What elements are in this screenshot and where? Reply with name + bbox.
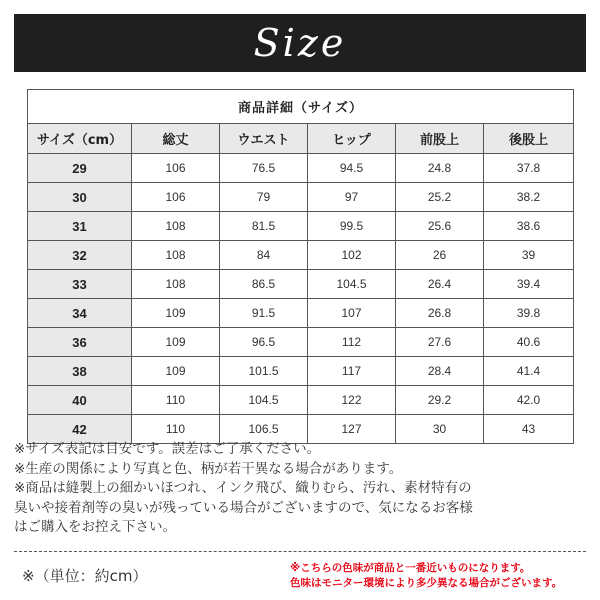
value-cell: 106 (132, 154, 220, 183)
table-row (28, 386, 574, 415)
size-cell: 38 (28, 357, 132, 386)
size-cell: 32 (28, 241, 132, 270)
table-row (28, 241, 574, 270)
header-waist: ウエスト (220, 124, 308, 154)
value-cell: 38.6 (484, 212, 574, 241)
table-row (28, 183, 574, 212)
value-cell: 39 (484, 241, 574, 270)
value-cell: 101.5 (220, 357, 308, 386)
value-cell: 38.2 (484, 183, 574, 212)
value-cell: 27.6 (396, 328, 484, 357)
note-line: ※商品は縫製上の細かいほつれ、インク飛び、織りむら、汚れ、素材特有の (14, 480, 472, 496)
value-cell: 79 (220, 183, 308, 212)
size-cell: 40 (28, 386, 132, 415)
value-cell: 110 (132, 386, 220, 415)
value-cell: 28.4 (396, 357, 484, 386)
value-cell: 127 (308, 415, 396, 444)
value-cell: 30 (396, 415, 484, 444)
value-cell: 108 (132, 270, 220, 299)
table-body (28, 154, 574, 444)
banner-title: Size (253, 21, 347, 65)
value-cell: 109 (132, 357, 220, 386)
value-cell: 41.4 (484, 357, 574, 386)
table-caption-row (28, 90, 574, 124)
value-cell: 40.6 (484, 328, 574, 357)
value-cell: 43 (484, 415, 574, 444)
value-cell: 96.5 (220, 328, 308, 357)
value-cell: 99.5 (308, 212, 396, 241)
header-size: サイズ（cm） (28, 124, 132, 154)
value-cell: 76.5 (220, 154, 308, 183)
value-cell: 106.5 (220, 415, 308, 444)
header-back-rise: 後股上 (484, 124, 574, 154)
value-cell: 102 (308, 241, 396, 270)
size-cell: 29 (28, 154, 132, 183)
color-note (290, 561, 590, 591)
value-cell: 25.6 (396, 212, 484, 241)
table-header-row (28, 124, 574, 154)
value-cell: 104.5 (220, 386, 308, 415)
table-row (28, 270, 574, 299)
notes (14, 440, 590, 538)
color-note-line: 色味はモニター環境により多少異なる場合がございます。 (290, 577, 563, 589)
value-cell: 39.4 (484, 270, 574, 299)
unit-note: ※（単位：約cm） (22, 567, 148, 585)
size-cell: 36 (28, 328, 132, 357)
value-cell: 106 (132, 183, 220, 212)
size-cell: 34 (28, 299, 132, 328)
value-cell: 108 (132, 241, 220, 270)
table-row (28, 299, 574, 328)
table-row (28, 154, 574, 183)
value-cell: 26 (396, 241, 484, 270)
size-table (27, 89, 574, 444)
value-cell: 25.2 (396, 183, 484, 212)
dashed-divider (14, 551, 586, 552)
note-line: ※サイズ表記は目安です。誤差はご了承ください。 (14, 441, 321, 457)
color-note-line: ※こちらの色味が商品と一番近いものになります。 (290, 562, 531, 574)
value-cell: 26.4 (396, 270, 484, 299)
value-cell: 42.0 (484, 386, 574, 415)
value-cell: 91.5 (220, 299, 308, 328)
size-cell: 31 (28, 212, 132, 241)
note-line: 臭いや接着剤等の臭いが残っている場合がございますので、気になるお客様 (14, 499, 473, 516)
value-cell: 26.8 (396, 299, 484, 328)
table-caption: 商品詳細（サイズ） (28, 90, 574, 124)
value-cell: 84 (220, 241, 308, 270)
value-cell: 117 (308, 357, 396, 386)
value-cell: 39.8 (484, 299, 574, 328)
header-total-length: 総丈 (132, 124, 220, 154)
size-cell: 33 (28, 270, 132, 299)
value-cell: 109 (132, 328, 220, 357)
value-cell: 122 (308, 386, 396, 415)
value-cell: 97 (308, 183, 396, 212)
note-line: ※生産の関係により写真と色、柄が若干異なる場合があります。 (14, 460, 403, 477)
header-hip: ヒップ (308, 124, 396, 154)
value-cell: 104.5 (308, 270, 396, 299)
table-row (28, 212, 574, 241)
value-cell: 94.5 (308, 154, 396, 183)
value-cell: 29.2 (396, 386, 484, 415)
table-row (28, 357, 574, 386)
value-cell: 109 (132, 299, 220, 328)
value-cell: 107 (308, 299, 396, 328)
note-line: はご購入をお控え下さい。 (14, 519, 176, 535)
value-cell: 86.5 (220, 270, 308, 299)
value-cell: 112 (308, 328, 396, 357)
value-cell: 37.8 (484, 154, 574, 183)
size-cell: 42 (28, 415, 132, 444)
table-row (28, 328, 574, 357)
size-banner (14, 14, 586, 72)
value-cell: 110 (132, 415, 220, 444)
value-cell: 108 (132, 212, 220, 241)
header-front-rise: 前股上 (396, 124, 484, 154)
value-cell: 81.5 (220, 212, 308, 241)
value-cell: 24.8 (396, 154, 484, 183)
size-cell: 30 (28, 183, 132, 212)
